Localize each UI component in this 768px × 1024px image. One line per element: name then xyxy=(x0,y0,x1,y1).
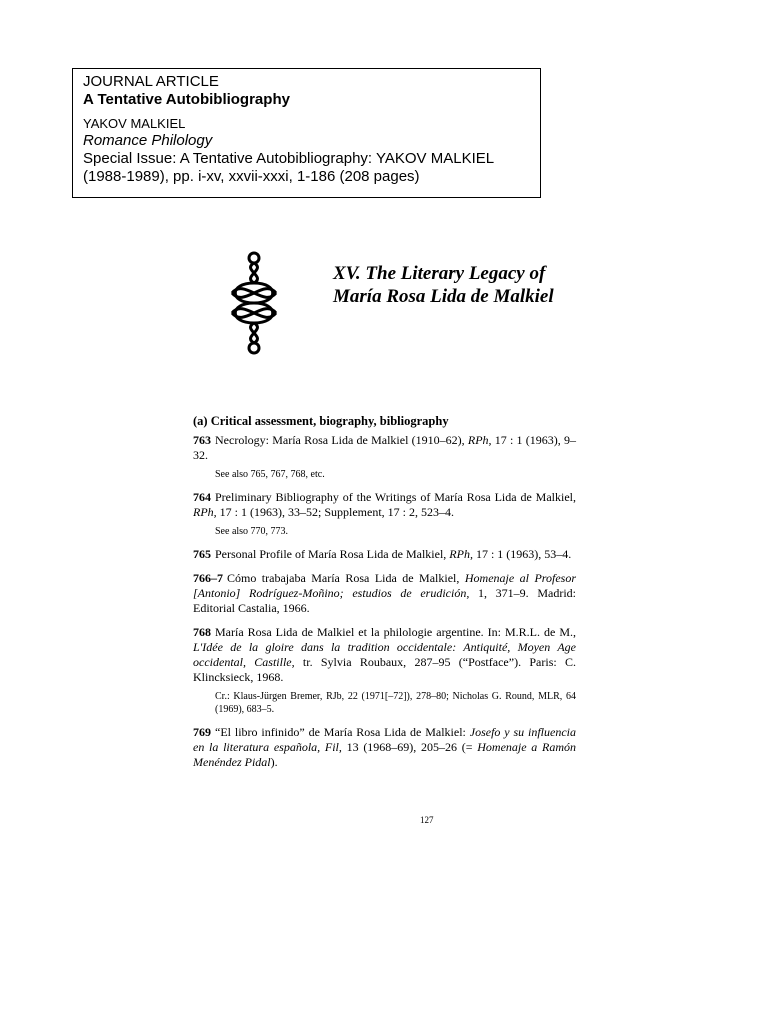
section-heading: (a) Critical assessment, biography, bibliography xyxy=(193,414,449,428)
celtic-knot-ornament xyxy=(224,248,284,358)
bibliography-content xyxy=(193,414,576,779)
entry-769: 769 “El libro infinido” de María Rosa Lida de Malkiel: Josefo y su influencia en la literatura española, Fil, 13 (1968–69), 205–26 (= Homenaje a Ramón Menéndez Pidal). xyxy=(193,725,576,769)
issue-info: Special Issue: A Tentative Autobibliography: YAKOV MALKIEL xyxy=(83,150,495,167)
citation-box xyxy=(72,68,541,198)
critical-reviews: Cr.: Klaus-Jürgen Bremer, RJb, 22 (1971[–72]), 278–80; Nicholas G. Round, MLR, 64 (1969), 683–5. xyxy=(215,691,576,715)
issue-details: (1988-1989), pp. i-xv, xxvii-xxxi, 1-186 (208 pages) xyxy=(83,168,420,185)
entry-763: 763 Necrology: María Rosa Lida de Malkiel (1910–62), RPh, 17 : 1 (1963), 9–32. See also 765, 767, 768, etc. xyxy=(193,433,576,480)
entry-765: 765 Personal Profile of María Rosa Lida de Malkiel, RPh, 17 : 1 (1963), 53–4. xyxy=(193,547,572,561)
entry-766-7: 766–7 Cómo trabajaba María Rosa Lida de Malkiel, Homenaje al Profesor [Antonio] Rodríguez-Moñino; estudios de erudición, 1, 371–9. Madrid: Editorial Castalia, 1966. xyxy=(193,571,576,615)
page-number: 127 xyxy=(420,815,434,825)
article-title[interactable]: A Tentative Autobibliography xyxy=(83,91,290,108)
chapter-title-line2: María Rosa Lida de Malkiel xyxy=(333,286,554,307)
article-type: JOURNAL ARTICLE xyxy=(83,73,219,90)
see-also: See also 770, 773. xyxy=(215,526,289,537)
journal-name[interactable]: Romance Philology xyxy=(83,132,213,149)
chapter-title xyxy=(333,262,554,308)
see-also: See also 765, 767, 768, etc. xyxy=(215,469,325,480)
entry-764: 764 Preliminary Bibliography of the Writings of María Rosa Lida de Malkiel, RPh, 17 : 1 (1963), 33–52; Supplement, 17 : 2, 523–4. See also 770, 773. xyxy=(193,490,576,537)
entry-768: 768 María Rosa Lida de Malkiel et la philologie argentine. In: M.R.L. de M., L'Idée de la gloire dans la tradition occidentale: Antiquité, Moyen Age occidental, Castille, tr. Sylvia Roubaux, 287–95 (“Postface”). Paris: C. Klincksieck, 1968. Cr.: Klaus-Jürgen Bremer, RJb, 22 (1971[–72]), 278–80; Nicholas G. Round, MLR, 64 (1969), 683–5. xyxy=(193,625,576,715)
chapter-title-line1: XV. The Literary Legacy of xyxy=(333,263,546,284)
article-author: YAKOV MALKIEL xyxy=(83,116,186,131)
